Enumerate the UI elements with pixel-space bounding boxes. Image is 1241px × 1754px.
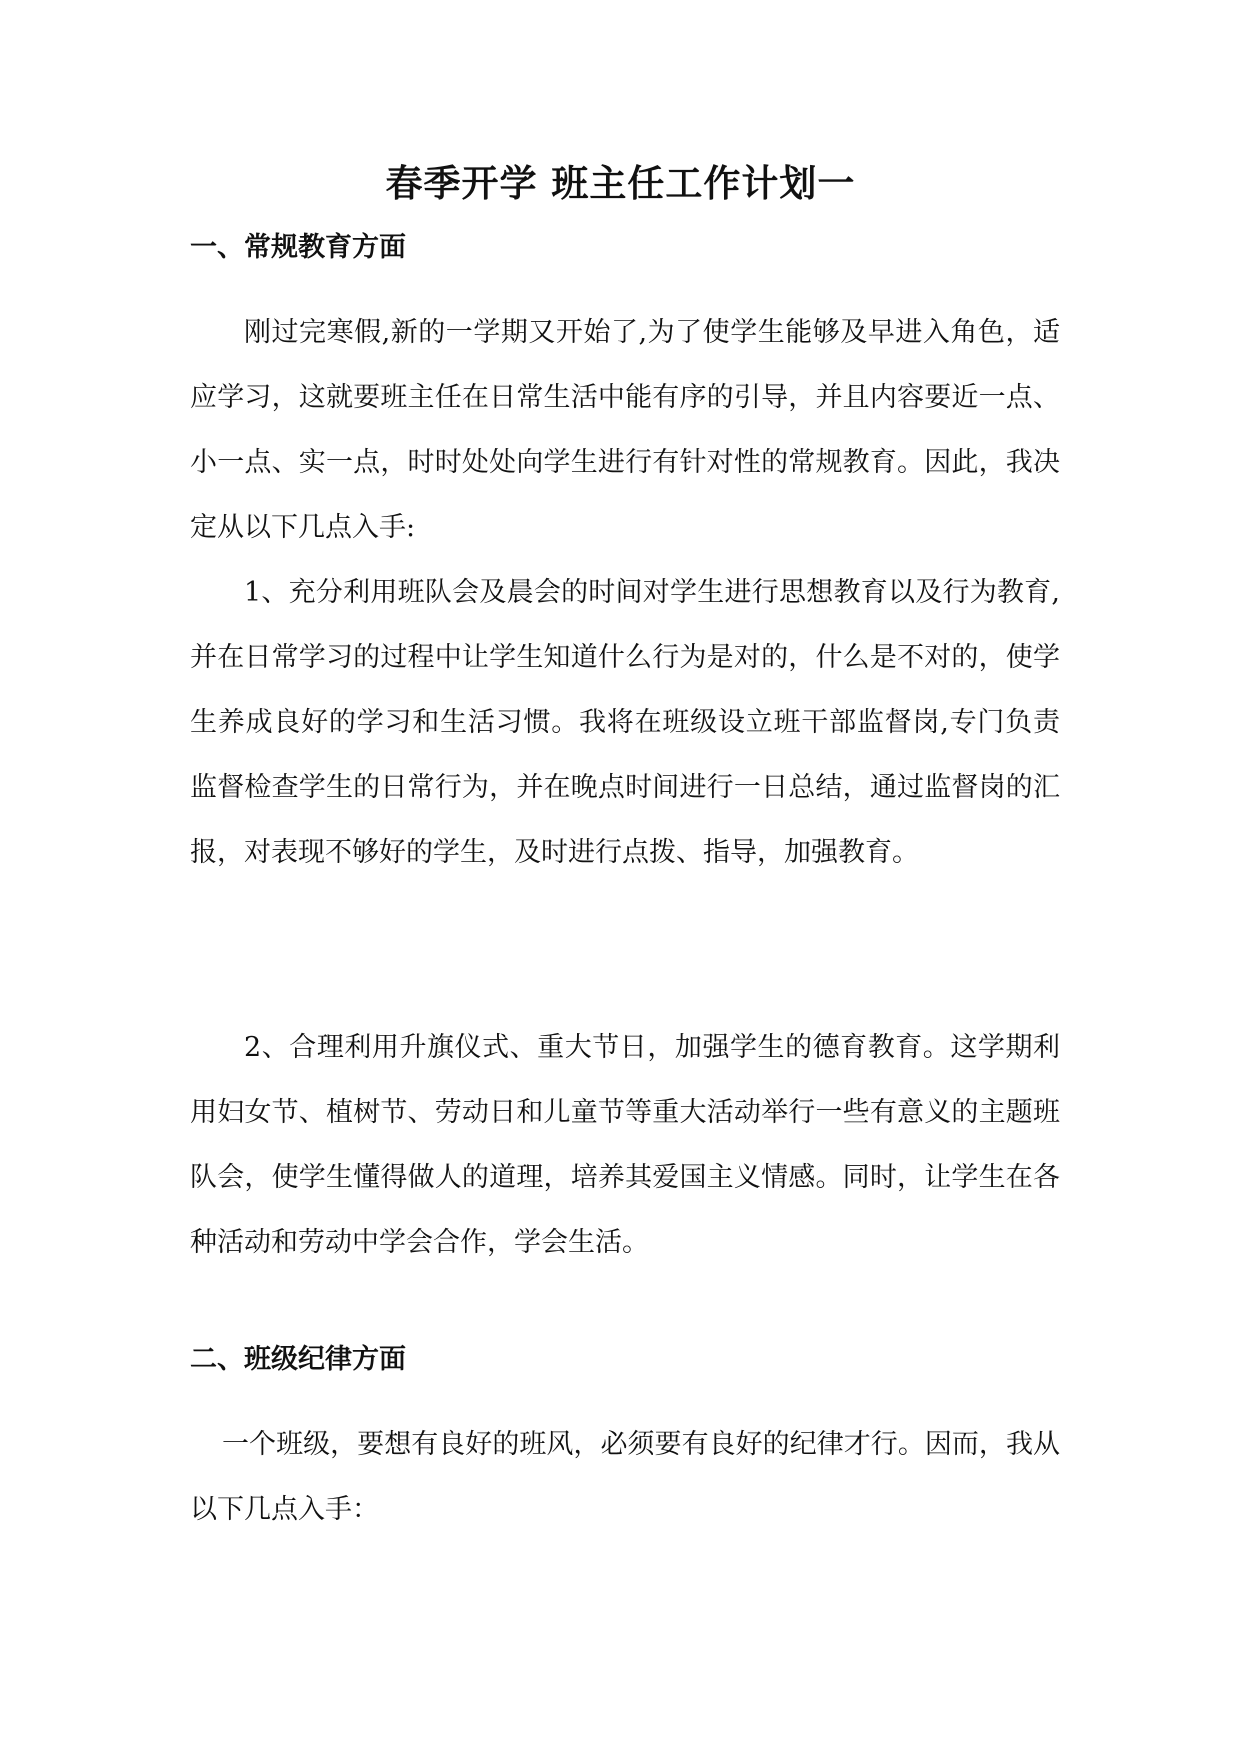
section-heading-routine-education: 一、常规教育方面 (190, 232, 406, 263)
paragraph-intro: 刚过完寒假,新的一学期又开始了,为了使学生能够及早进入角色，适应学习，这就要班主任在日常生活中能有序的引导，并且内容要近一点、小一点、实一点，时时处处向学生进行有针对性的常规教育。因此，我决定从以下几点入手: (190, 317, 1060, 543)
paragraph-discipline-intro: 一个班级，要想有良好的班风，必须要有良好的纪律才行。因而，我从以下几点入手： (190, 1429, 1060, 1525)
paragraph-item-1: 1、充分利用班队会及晨会的时间对学生进行思想教育以及行为教育,并在日常学习的过程中让学生知道什么行为是对的，什么是不对的，使学生养成良好的学习和生活习惯。我将在班级设立班干部监督岗,专门负责监督检查学生的日常行为，并在晚点时间进行一日总结，通过监督岗的汇报，对表现不够好的学生，及时进行点拨、指导，加强教育。 (190, 577, 1060, 868)
paragraph-item-2: 2、合理利用升旗仪式、重大节日，加强学生的德育教育。这学期利用妇女节、植树节、劳动日和儿童节等重大活动举行一些有意义的主题班队会，使学生懂得做人的道理，培养其爱国主义情感。同时，让学生在各种活动和劳动中学会合作，学会生活。 (190, 1032, 1060, 1258)
document-title: 春季开学 班主任工作计划一 (385, 161, 856, 205)
section-heading-class-discipline: 二、班级纪律方面 (190, 1344, 406, 1375)
